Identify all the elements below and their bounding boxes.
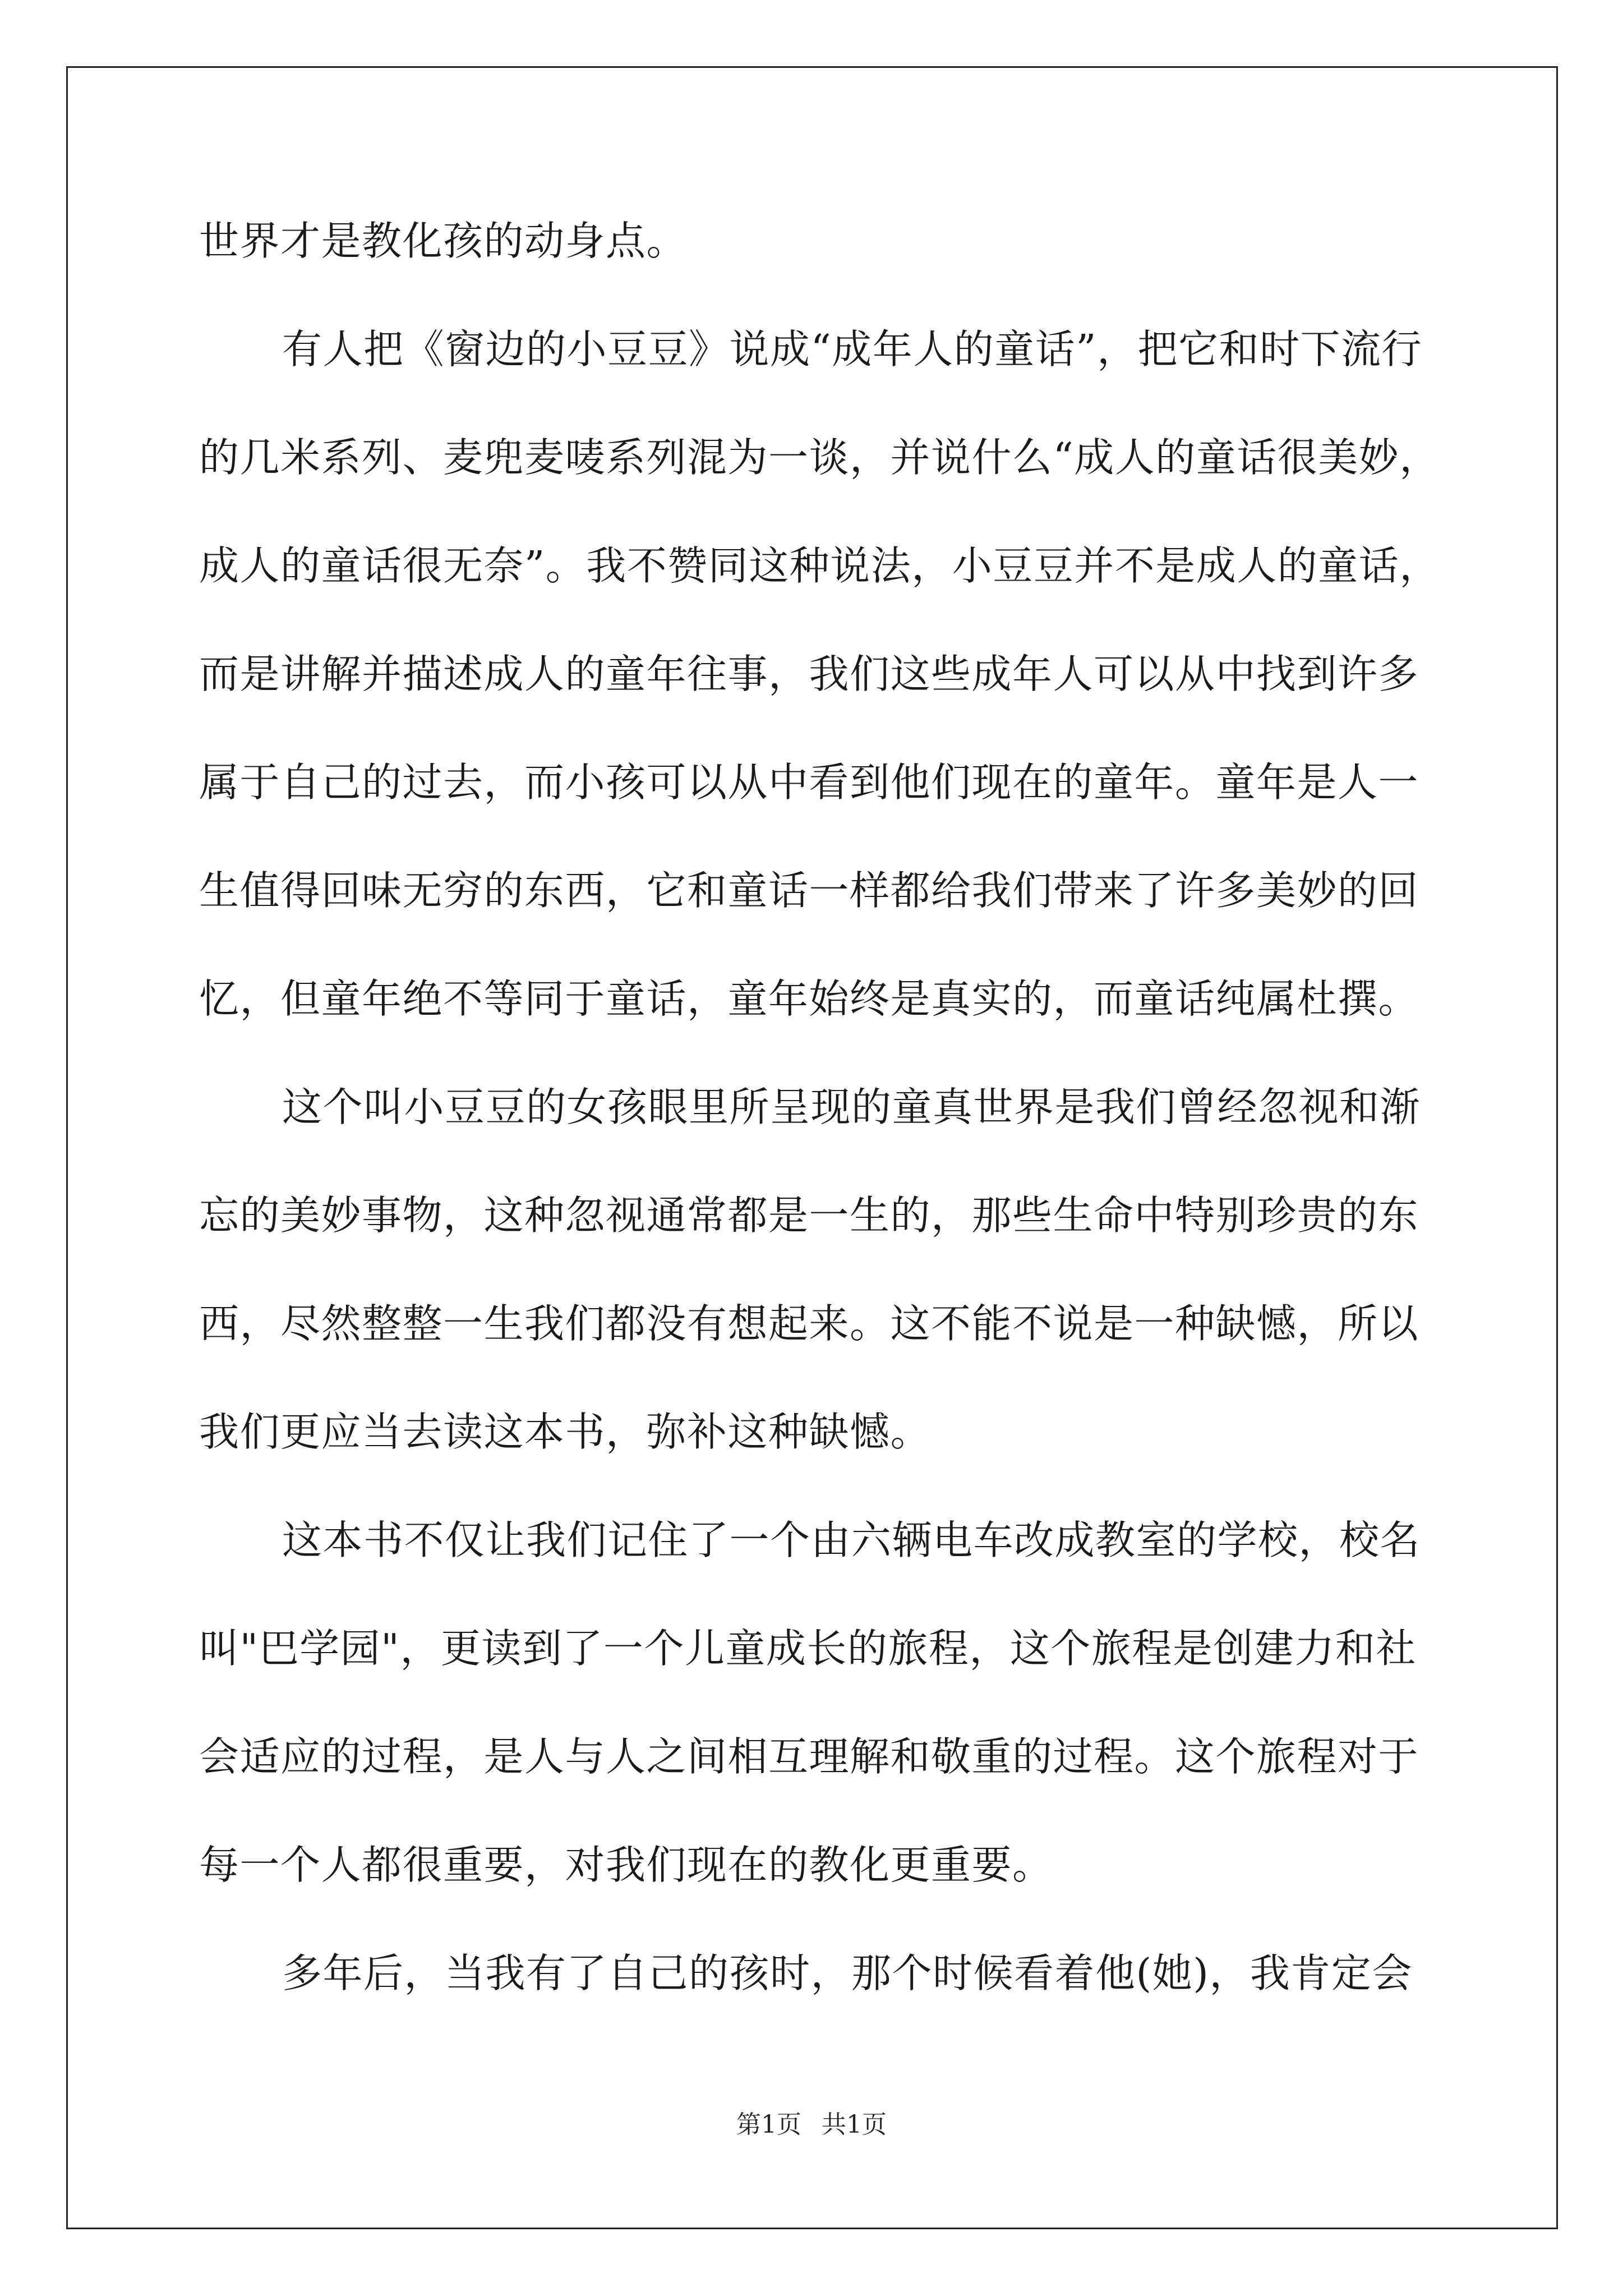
text-line: 叫"巴学园"，更读到了一个儿童成长的旅程，这个旅程是创建力和社 bbox=[199, 1625, 1417, 1672]
text-line: 忆，但童年绝不等同于童话，童年始终是真实的，而童话纯属杜撰。 bbox=[199, 976, 1419, 1022]
text-line: 属于自己的过去，而小孩可以从中看到他们现在的童年。童年是人一 bbox=[199, 759, 1419, 806]
text-line: 忘的美妙事物，这种忽视通常都是一生的，那些生命中特别珍贵的东 bbox=[199, 1192, 1419, 1239]
text-line: 每一个人都很重要，对我们现在的教化更重要。 bbox=[199, 1842, 1053, 1888]
text-line: 这个叫小豆豆的女孩眼里所呈现的童真世界是我们曾经忽视和渐 bbox=[282, 1084, 1421, 1130]
text-line: 成人的童话很无奈”。我不赞同这种说法，小豆豆并不是成人的童话， bbox=[199, 542, 1440, 589]
text-line: 世界才是教化孩的动身点。 bbox=[199, 218, 688, 264]
text-line: 多年后，当我有了自己的孩时，那个时候看着他(她)，我肯定会 bbox=[282, 1950, 1413, 1996]
text-line: 我们更应当去读这本书，弥补这种缺憾。 bbox=[199, 1409, 932, 1455]
text-line: 有人把《窗边的小豆豆》说成“成年人的童话”，把它和时下流行 bbox=[282, 326, 1423, 372]
page-border bbox=[66, 66, 1558, 2229]
text-line: 这本书不仅让我们记住了一个由六辆电车改成教室的学校，校名 bbox=[282, 1517, 1421, 1563]
page-total: 共1页 bbox=[822, 2110, 887, 2139]
text-line: 会适应的过程，是人与人之间相互理解和敬重的过程。这个旅程对于 bbox=[199, 1733, 1419, 1780]
text-line: 西，尽然整整一生我们都没有想起来。这不能不说是一种缺憾，所以 bbox=[199, 1300, 1419, 1347]
text-line: 生值得回味无穷的东西，它和童话一样都给我们带来了许多美妙的回 bbox=[199, 867, 1419, 914]
text-line: 而是讲解并描述成人的童年往事，我们这些成年人可以从中找到许多 bbox=[199, 651, 1419, 697]
page-footer bbox=[0, 2108, 1623, 2142]
page-number: 第1页 bbox=[736, 2110, 801, 2139]
text-line: 的几米系列、麦兜麦唛系列混为一谈，并说什么“成人的童话很美妙， bbox=[199, 434, 1440, 481]
